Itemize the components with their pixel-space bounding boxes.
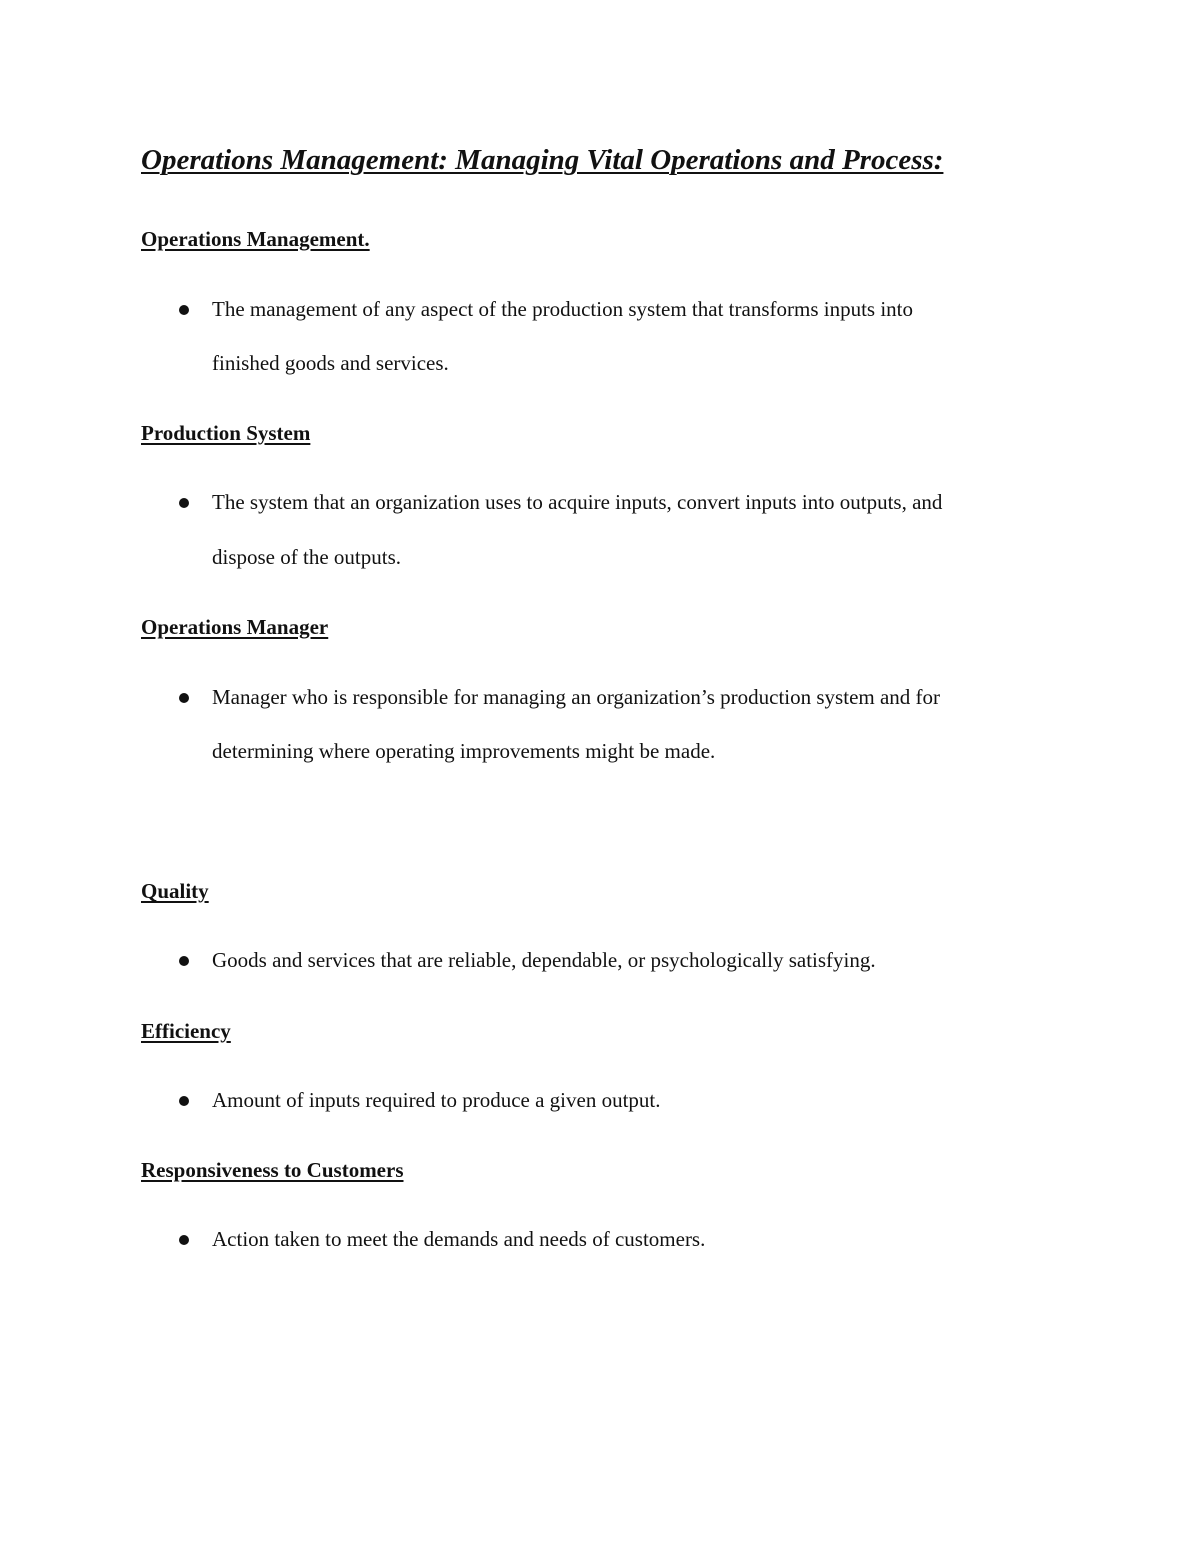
section-heading-operations-management: Operations Management. bbox=[141, 227, 370, 251]
bullet-line: Goods and services that are reliable, dependable, or psychologically satisfying. bbox=[212, 948, 876, 972]
section-heading-efficiency: Efficiency bbox=[141, 1019, 231, 1043]
section-heading-production-system: Production System bbox=[141, 421, 311, 445]
bullet-line: The system that an organization uses to acquire inputs, convert inputs into outputs, and bbox=[212, 490, 943, 514]
bullet-dot-icon bbox=[179, 956, 189, 966]
bullet-line: dispose of the outputs. bbox=[212, 545, 401, 569]
bullet-line: Amount of inputs required to produce a given output. bbox=[212, 1088, 661, 1112]
bullet-dot-icon bbox=[179, 498, 189, 508]
bullet-line: determining where operating improvements might be made. bbox=[212, 739, 716, 763]
bullet-dot-icon bbox=[179, 305, 189, 315]
bullet-dot-icon bbox=[179, 693, 189, 703]
section-heading-quality: Quality bbox=[141, 879, 209, 903]
section-heading-responsiveness-to-customers: Responsiveness to Customers bbox=[141, 1158, 404, 1182]
document-title: Operations Management: Managing Vital Operations and Process: bbox=[141, 144, 944, 176]
bullet-line: Action taken to meet the demands and needs of customers. bbox=[212, 1227, 706, 1251]
bullet-line: The management of any aspect of the production system that transforms inputs into bbox=[212, 297, 913, 321]
bullet-dot-icon bbox=[179, 1235, 189, 1245]
bullet-line: finished goods and services. bbox=[212, 351, 449, 375]
bullet-dot-icon bbox=[179, 1096, 189, 1106]
bullet-line: Manager who is responsible for managing an organization’s production system and for bbox=[212, 685, 941, 709]
section-heading-operations-manager: Operations Manager bbox=[141, 615, 329, 639]
